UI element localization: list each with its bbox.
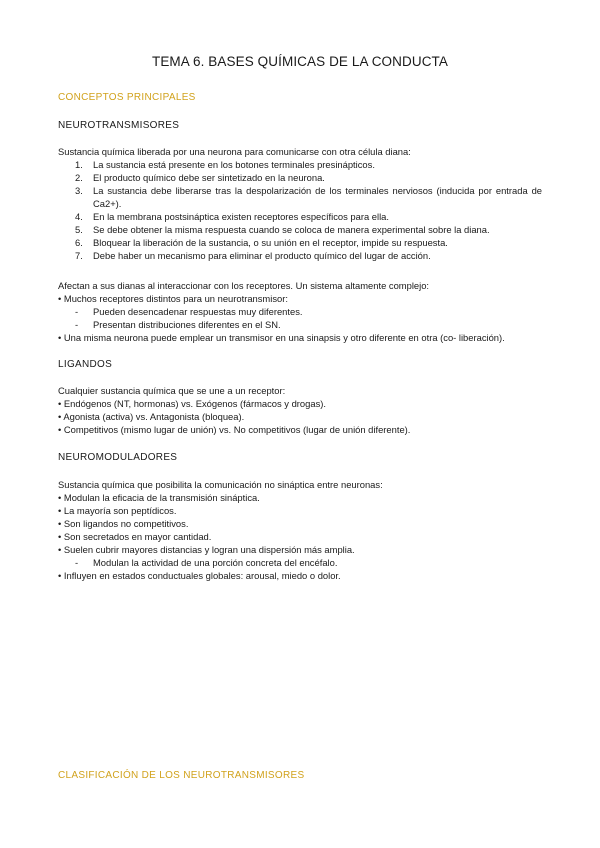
list-item: • Suelen cubrir mayores distancias y logran una dispersión más amplia. — [58, 544, 355, 555]
subheading-neuromoduladores: NEUROMODULADORES — [58, 452, 178, 463]
list-item: - Pueden desencadenar respuestas muy diferentes. — [75, 306, 303, 317]
subheading-neurotransmisores: NEUROTRANSMISORES — [58, 120, 180, 131]
list-item: 1. La sustancia está presente en los botones terminales presinápticos. — [75, 159, 375, 170]
list-item: • Modulan la eficacia de la transmisión sináptica. — [58, 492, 260, 503]
list-item: • La mayoría son peptídicos. — [58, 505, 177, 516]
section-heading-conceptos: CONCEPTOS PRINCIPALES — [58, 92, 196, 103]
list-item: - Modulan la actividad de una porción concreta del encéfalo. — [75, 557, 338, 568]
list-item: • Agonista (activa) vs. Antagonista (bloquea). — [58, 411, 245, 422]
section-heading-clasificacion: CLASIFICACIÓN DE LOS NEUROTRANSMISORES — [58, 770, 305, 781]
list-item: • Son secretados en mayor cantidad. — [58, 531, 212, 542]
sub-list — [58, 556, 337, 569]
list-item: • Endógenos (NT, hormonas) vs. Exógenos (fármacos y drogas). — [58, 398, 326, 409]
list-item: 4. En la membrana postsináptica existen receptores específicos para ella. — [75, 211, 389, 222]
neurotransmisores-para2: Afectan a sus dianas al interaccionar con los receptores. Un sistema altamente complejo: — [58, 280, 430, 291]
list-item: - Presentan distribuciones diferentes en el SN. — [75, 319, 281, 330]
list-item: 7. Debe haber un mecanismo para eliminar el producto químico del lugar de acción. — [75, 250, 431, 261]
list-item: 3. La sustancia debe liberarse tras la despolarización de los terminales nerviosos (inducida por entrada de Ca2+). — [75, 185, 542, 209]
criteria-list — [58, 158, 542, 262]
list-item: 5. Se debe obtener la misma respuesta cuando se coloca de manera experimental sobre la diana. — [75, 224, 490, 235]
list-item: • Son ligandos no competitivos. — [58, 518, 189, 529]
bullet-item: • Una misma neurona puede emplear un transmisor en una sinapsis y otro diferente en otra (co- liberación). — [58, 332, 505, 343]
neurotransmisores-intro: Sustancia química liberada por una neurona para comunicarse con otra célula diana: — [58, 146, 411, 157]
ligandos-list — [58, 397, 410, 436]
list-item: • Competitivos (mismo lugar de unión) vs. No competitivos (lugar de unión diferente). — [58, 424, 411, 435]
bullet-item: • Influyen en estados conductuales globales: arousal, miedo o dolor. — [58, 570, 341, 581]
neuromoduladores-list — [58, 491, 355, 556]
list-item: 2. El producto químico debe ser sintetizado en la neurona. — [75, 172, 325, 183]
list-item: 6. Bloquear la liberación de la sustancia, o su unión en el receptor, impide su respuesta. — [75, 237, 448, 248]
ligandos-intro: Cualquier sustancia química que se une a un receptor: — [58, 385, 286, 396]
page-title: TEMA 6. BASES QUÍMICAS DE LA CONDUCTA — [151, 54, 448, 69]
bullet-item: • Muchos receptores distintos para un neurotransmisor: — [58, 293, 288, 304]
subheading-ligandos: LIGANDOS — [58, 359, 113, 370]
neuromoduladores-intro: Sustancia química que posibilita la comunicación no sináptica entre neuronas: — [58, 479, 383, 490]
sub-list — [58, 305, 303, 331]
